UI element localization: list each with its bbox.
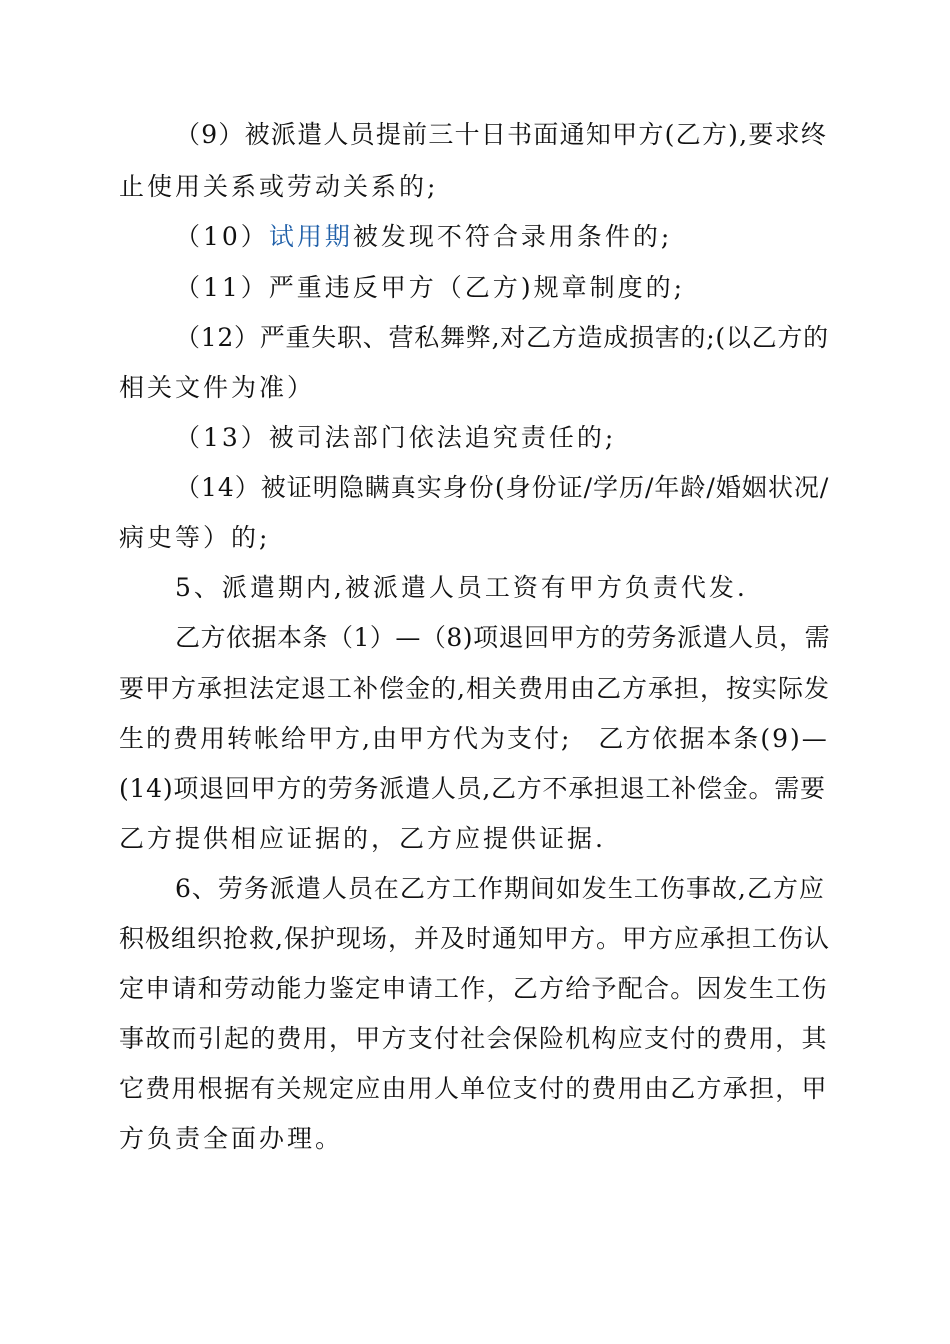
- clause-6-line-6: 方负责全面办理。: [119, 1124, 344, 1153]
- refund-line-1: 乙方依据本条（1）—（8)项退回甲方的劳务派遣人员，需: [175, 623, 831, 652]
- clause-6-line-2: 积极组织抢救,保护现场，并及时通知甲方。甲方应承担工伤认: [119, 924, 830, 953]
- clause-5: 5、派遣期内,被派遣人员工资有甲方负责代发.: [175, 573, 748, 602]
- item-12-line-1: （12）严重失职、营私舞弊,对乙方造成损害的;(以乙方的: [175, 323, 829, 352]
- clause-6-line-3: 定申请和劳动能力鉴定申请工作，乙方给予配合。因发生工伤: [119, 974, 828, 1003]
- item-11: （11）严重违反甲方（乙方)规章制度的;: [175, 273, 685, 302]
- clause-6-line-5: 它费用根据有关规定应由用人单位支付的费用由乙方承担，甲: [119, 1074, 828, 1103]
- refund-line-2: 要甲方承担法定退工补偿金的,相关费用由乙方承担，按实际发: [119, 674, 830, 703]
- refund-line-3: 生的费用转帐给甲方,由甲方代为支付; 乙方依据本条(9)—: [119, 724, 829, 753]
- clause-6-line-4: 事故而引起的费用，甲方支付社会保险机构应支付的费用，其: [119, 1024, 828, 1053]
- item-10-suffix: 被发现不符合录用条件的;: [352, 222, 673, 251]
- item-9-line-1: （9）被派遣人员提前三十日书面通知甲方(乙方),要求终: [175, 120, 828, 149]
- clause-6-line-1: 6、劳务派遣人员在乙方工作期间如发生工伤事故,乙方应: [175, 874, 825, 903]
- item-14-line-1: （14）被证明隐瞒真实身份(身份证/学历/年龄/婚姻状况/: [175, 473, 830, 502]
- item-10: [175, 220, 672, 254]
- item-13: （13）被司法部门依法追究责任的;: [175, 423, 617, 452]
- item-10-prefix: （10）: [175, 222, 269, 251]
- probation-period-link[interactable]: 试用期: [268, 222, 353, 251]
- refund-line-5: 乙方提供相应证据的，乙方应提供证据.: [119, 824, 606, 853]
- refund-line-4: (14)项退回甲方的劳务派遣人员,乙方不承担退工补偿金。需要: [119, 774, 826, 803]
- item-14-line-2: 病史等）的;: [119, 523, 271, 552]
- item-12-line-2: 相关文件为准）: [119, 373, 316, 402]
- item-9-line-2: 止使用关系或劳动关系的;: [119, 172, 439, 201]
